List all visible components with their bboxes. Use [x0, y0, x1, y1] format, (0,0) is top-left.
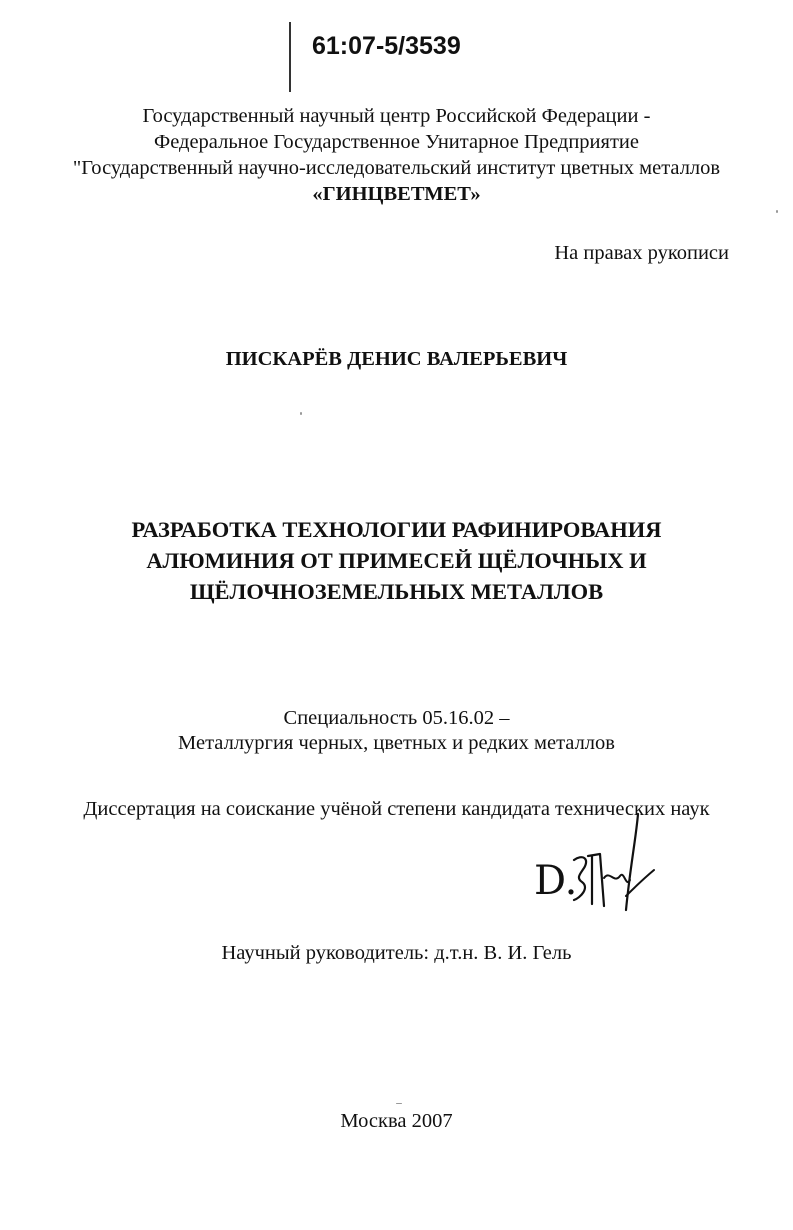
- organization-line-1: Государственный научный центр Российской Федерации -: [142, 105, 651, 127]
- handwritten-signature: [530, 808, 660, 918]
- manuscript-rights-note: На правах рукописи: [554, 242, 729, 264]
- stamp-divider-line: [289, 22, 291, 92]
- title-line-1: РАЗРАБОТКА ТЕХНОЛОГИИ РАФИНИРОВАНИЯ: [131, 517, 662, 542]
- title-line-2: АЛЮМИНИЯ ОТ ПРИМЕСЕЙ ЩЁЛОЧНЫХ И: [146, 548, 647, 573]
- organization-name: «ГИНЦВЕТМЕТ»: [312, 183, 481, 205]
- organization-line-2: Федеральное Государственное Унитарное Предприятие: [154, 131, 639, 153]
- organization-line-3: "Государственный научно-исследовательский институт цветных металлов: [72, 157, 721, 179]
- scientific-advisor: Научный руководитель: д.т.н. В. И. Гель: [221, 942, 572, 964]
- city-and-year: Москва 2007: [340, 1110, 453, 1132]
- specialty-block: [0, 706, 793, 756]
- scan-speck: [300, 412, 302, 415]
- specialty-code: Специальность 05.16.02 –: [283, 707, 510, 729]
- organization-header: [0, 103, 793, 207]
- dissertation-title: [0, 514, 793, 607]
- archive-stamp: 61:07-5/3539: [312, 32, 461, 60]
- title-line-3: ЩЁЛОЧНОЗЕМЕЛЬНЫХ МЕТАЛЛОВ: [189, 579, 604, 604]
- scan-speck: [396, 1103, 402, 1104]
- signature-initial: D.: [534, 858, 578, 904]
- author-name: ПИСКАРЁВ ДЕНИС ВАЛЕРЬЕВИЧ: [225, 348, 568, 370]
- specialty-name: Металлургия черных, цветных и редких металлов: [178, 732, 615, 754]
- scan-speck: [776, 210, 778, 213]
- degree-statement: Диссертация на соискание учёной степени кандидата технических наук: [83, 798, 710, 820]
